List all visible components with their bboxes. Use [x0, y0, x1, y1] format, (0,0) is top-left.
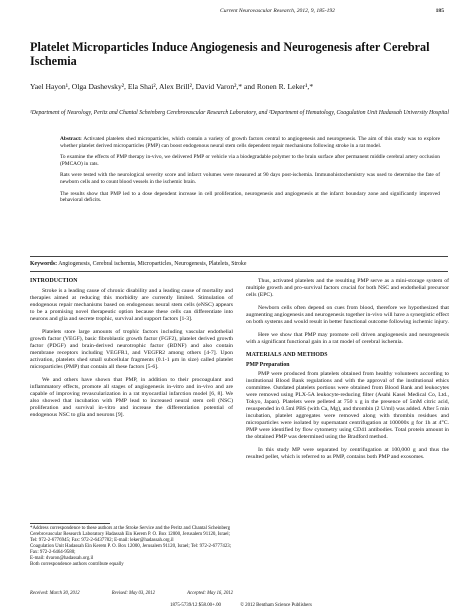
left-column: [30, 278, 233, 425]
revised-date: Revised: May 03, 2012: [111, 591, 155, 596]
copyright: © 2012 Bentham Science Publishers: [240, 603, 312, 608]
right-paragraph-2: Newborn cells often depend on cues from blood, therefore we hypothesized that augmenting angiogenesis and neurogenesis together in-vivo will have a synergistic effect on both systems and would result in better functional outcome following ischemic injury.: [246, 305, 449, 325]
footnote-line-2: Coagulation Unit Hadassah Ein Kerem P. O. Box 12000, Jerusalem 91120, Israel; Tel: 972-2-6777423; Fax: 972-2-6464-9580;: [30, 544, 232, 555]
divider-top: [30, 256, 448, 257]
right-paragraph-5: In this study MP were separated by centrifugation at 100,000 g and thus the resulted pellet, which is referred to as PMP, contains both PMP and exosomes.: [246, 447, 449, 460]
journal-reference: Current Neurovascular Research, 2012, 9, 185-192: [220, 8, 335, 14]
abstract-label: Abstract:: [60, 136, 82, 142]
abstract: [60, 136, 440, 209]
abstract-paragraph-2: To examine the effects of PMP therapy in-vivo, we delivered PMP or vehicle via a biodegradable polymer to the brain surface after permanent middle cerebral artery occlusion (PMCAO) in rats.: [60, 154, 440, 167]
journal-header: [30, 8, 444, 18]
received-date: Received: March 30, 2012: [30, 591, 80, 596]
methods-heading: MATERIALS AND METHODS: [246, 352, 328, 358]
author-list: Yael Hayon¹, Olga Dashevsky², Ela Shai², Alex Brill², David Varon²,* and Ronen R. Leker¹,*: [30, 82, 314, 91]
intro-paragraph-2: Platelets store large amounts of trophic factors including vascular endothelial growth factor (VEGF), basic fibroblastic growth factor (FGF2), platelet derived growth factor (PDGF) and brain-derived neurotrophic factor (BDNF) and also contain membrane receptors including VEGFR1, and VEGFR2 among others [4-7]. Upon activation, platelets shed small subcellular fragments (0.1-1 μm in size) called platelet microparticles (PMP) that contain all these factors [5-6].: [30, 329, 233, 370]
accepted-date: Accepted: May 16, 2012: [187, 591, 233, 596]
divider-bottom: [30, 271, 448, 272]
keywords-label: Keywords:: [30, 261, 58, 267]
introduction-heading: INTRODUCTION: [30, 278, 78, 284]
abstract-paragraph-1: [60, 136, 440, 149]
right-paragraph-4: PMP were produced from platelets obtained from healthy volunteers according to institutional Blood Bank regulations and with the approval of the institutional ethics committee. Outdated platelets portions were obtained from Blood Bank and leukocytes were removed using PLX-5A leukocyte-reducing filter (Asahi Kasei Medical Co, Ltd., Tokyo, Japan). Platelets were pelleted at 750 x g in the presence of 5mM citric acid, resuspended in 0.5ml PBS (with Ca, Mg), and thrombin (2 U/ml) was added. After 5 min incubation, platelet aggregates were removed along with thrombin residues and microparticles were isolated by supernatant centrifugation at 100000x g for 1h at 4°C. PMP were identified by flow cytometry using CD41 antibodies. Total protein amount in the obtained PMP was determined using the Bradford method.: [246, 371, 449, 440]
correspondence-footnote: [30, 526, 233, 568]
intro-paragraph-1: Stroke is a leading cause of chronic disability and a leading cause of mortality and therapies aimed at reducing this morbidity are currently limited. Stimulation of endogenous repair mechanisms based on endogenous neural stem cells (eNSC) appears to be a promising novel therapeutic option because these cells can differentiate into neurons and glia and secrete trophic, survival and support factors [1-3].: [30, 288, 233, 322]
abstract-paragraph-3: Rats were tested with the neurological severity score and infarct volumes were measured at 90 days post-ischemia. Immunohistochemistry was used to determine the fate of newborn cells and to count blood vessels in the ischemic brain.: [60, 172, 440, 185]
footnote-line-3: E-mail: dvaron@hadassah.org.il: [30, 556, 94, 561]
footer-bar: [170, 603, 330, 608]
article-dates: [30, 591, 233, 596]
affiliation: ¹Department of Neurology, Peritz and Chantal Scheinberg Cerebrovascular Research Laboratory, and ²Department of Hematology, Coagulation Unit Hadassah University Hospital: [30, 110, 449, 116]
abstract-paragraph-4: The results show that PMP led to a dose dependent increase in cell proliferation, neurogenesis and angiogenesis at the infarct boundary zone and significantly improved behavioral deficits.: [60, 190, 440, 204]
footnote-divider: [30, 523, 110, 524]
abstract-text-1: Activated platelets shed microparticles, which contain a variety of growth factors central to angiogenesis and neurogenesis. The aim of this study was to explore whether platelet derived microparticles (PMP) can boost endogenous neural stem cells dependent repair mechanisms following stroke in a rat model.: [60, 136, 440, 149]
right-column: [246, 278, 449, 467]
intro-paragraph-3: We and others have shown that PMP, in addition to their procoagulant and inflammatory effects, promote all stages of angiogenesis in-vitro and in-vivo and are capable of improving revascularization in a rat myocardial infarction model [6, 8]. We also showed that incubation with PMP lead to increased neural stem cell (NSC) proliferation and survival in-vitro and increase the differentiation potential of endogenous NSC to glia and neurons [9].: [30, 377, 233, 418]
paper-title: Platelet Microparticles Induce Angiogenesis and Neurogenesis after Cerebral Ischemia: [30, 40, 430, 68]
footnote-line-4: Both correspondence authors contribute equally: [30, 562, 124, 567]
page-number: 185: [435, 8, 444, 14]
footnote-line-1: *Address correspondence to these authors at the Stroke Service and the Peritz and Chantal Scheinberg Cerebrovascular Research Laboratory Hadassah Ein Kerem P. O. Box 12000, Jerusalem 91120, Israel; Tel: 972-2-6776945; Fax: 972-2-6437782; E-mail: leker@hadassah.org.il: [30, 526, 231, 543]
right-paragraph-3: Here we show that PMP may promote cell driven angiogenesis and neurogenesis with a significant functional gain in a rat model of cerebral ischemia.: [246, 332, 449, 345]
pmp-preparation-heading: PMP Preparation: [246, 362, 290, 368]
keywords-text: Angiogenesis, Cerebral ischemia, Microparticles, Neurogenesis, Platelets, Stroke: [58, 261, 247, 267]
issn-price: 1875-5739/12 $58.00+.00: [170, 603, 221, 608]
right-paragraph-1: Thus, activated platelets and the resulting PMP serve as a mini-storage system of multiple growth and pro-survival factors crucial for both NSC and endothelial precursor cells (EPC).: [246, 278, 449, 298]
keywords: [30, 261, 450, 268]
